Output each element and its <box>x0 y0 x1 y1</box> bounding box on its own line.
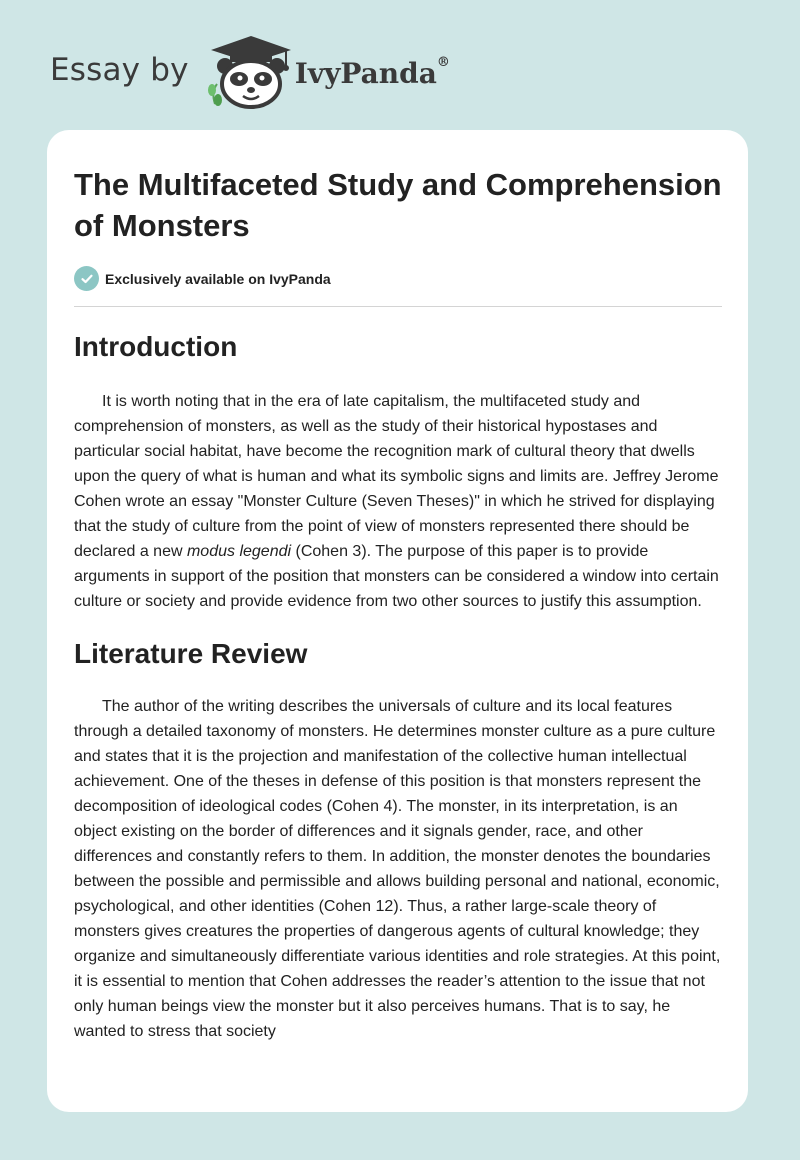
brand-header[interactable] <box>50 30 450 110</box>
check-icon <box>74 266 99 291</box>
essay-card <box>47 130 748 1112</box>
registered-mark: ® <box>436 54 450 70</box>
brand-name: IvyPanda® <box>294 54 450 90</box>
exclusive-label: Exclusively available on IvyPanda <box>105 270 331 287</box>
essay-title: The Multifaceted Study and Comprehension of Monsters <box>74 167 722 243</box>
exclusive-badge <box>74 266 722 291</box>
section-heading-literature-review: Literature Review <box>74 638 308 669</box>
section-heading-introduction: Introduction <box>74 331 238 362</box>
brand-prefix: Essay by <box>50 52 189 88</box>
divider <box>74 306 722 307</box>
introduction-paragraph: It is worth noting that in the era of late capitalism, the multifaceted study and comprehension of monsters, as well as the study of their historical hypostases and particular social habitat, have become the recognition mark of cultural theory that dwells upon the query of what is human and what its symbolic signs and limits are. Jeffrey Jerome Cohen wrote an essay "Monster Culture (Seven Theses)" in which he strived for displaying that the study of culture from the point of view of monsters represented there should be declared a new modus legendi (Cohen 3). The purpose of this paper is to provide arguments in support of the position that monsters can be considered a window into certain culture or society and provide evidence from two other sources to justify this assumption. <box>74 393 719 610</box>
literature-review-paragraph: The author of the writing describes the universals of culture and its local features through a detailed taxonomy of monsters. He determines monster culture as a pure culture and states that it is the projection and manifestation of the collective human intellectual achievement. One of the theses in defense of this position is that monsters represent the decomposition of ideological codes (Cohen 4). The monster, in its interpretation, is an object existing on the border of differences and it signals gender, race, and other differences and constantly refers to them. In addition, the monster denotes the boundaries between the possible and permissible and allows building personal and national, economic, psychological, and other identities (Cohen 12). Thus, a rather large-scale theory of monsters gives creatures the properties of dangerous agents of cultural knowledge; they organize and simultaneously differentiate various identities and role strategies. At this point, it is essential to mention that Cohen addresses the reader’s attention to the issue that not only human beings view the monster but it also perceives humans. That is to say, he wanted to stress that society <box>74 698 721 1040</box>
ivypanda-logo-icon <box>203 30 293 110</box>
latin-emphasis: modus legendi <box>186 543 292 560</box>
